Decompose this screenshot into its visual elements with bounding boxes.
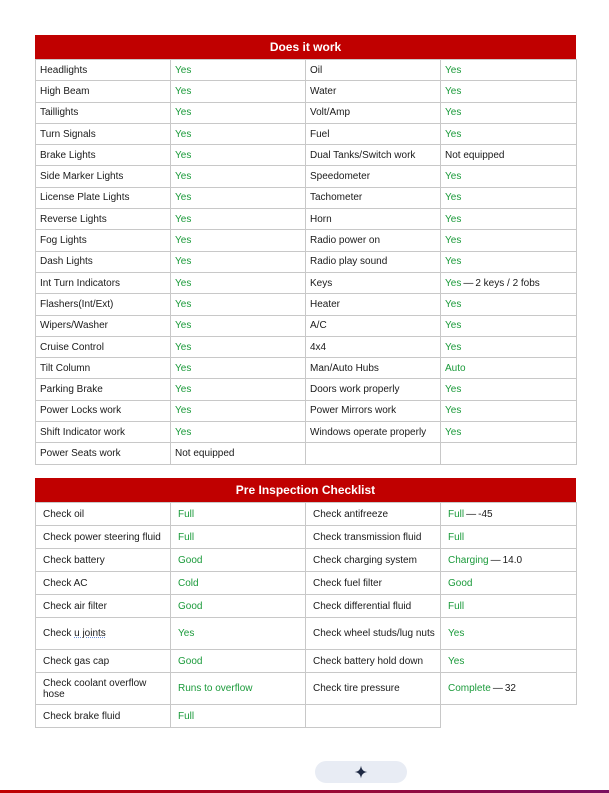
check-result [441,572,577,595]
table-row [36,443,577,464]
item-label: Power Mirrors work [306,400,441,421]
status-value: Not equipped [175,447,235,459]
item-label: Volt/Amp [306,102,441,123]
check-result [171,503,306,526]
item-status [171,123,306,144]
item-label: Oil [306,60,441,81]
status-value: Charging [448,554,489,566]
table-row [36,315,577,336]
sparkle-icon [354,765,368,779]
table-row [36,650,577,673]
item-label: Dual Tanks/Switch work [306,145,441,166]
table-row [36,400,577,421]
check-label: Check fuel filter [306,572,441,595]
status-value: Full [448,600,465,612]
check-result [441,673,577,705]
status-value: Yes [445,426,462,438]
status-value: Yes [448,628,465,639]
status-note: -45 [478,508,493,520]
table-row [36,618,577,650]
status-value: Yes [178,628,195,639]
item-status [171,272,306,293]
status-value: Yes [175,277,192,289]
item-label: Radio power on [306,230,441,251]
check-label: Check battery hold down [306,650,441,673]
check-result [171,618,306,650]
item-label: Doors work properly [306,379,441,400]
status-value: Good [178,655,203,667]
item-label: Keys [306,272,441,293]
item-label: Taillights [36,102,171,123]
check-result [171,705,306,728]
item-label: License Plate Lights [36,187,171,208]
check-label: Check transmission fluid [306,526,441,549]
table-row [36,272,577,293]
status-value: Yes [445,341,462,353]
table-row [36,572,577,595]
status-value: Yes [445,384,462,396]
status-value: Yes [175,235,192,247]
status-value: Not equipped [445,149,505,161]
check-label: Check differential fluid [306,595,441,618]
item-label: Turn Signals [36,123,171,144]
item-status [441,358,577,379]
status-value: Yes [445,64,462,76]
status-value: Full [178,531,195,543]
item-status [171,443,306,464]
check-result [441,526,577,549]
pre-inspection-table [35,502,577,728]
item-status [441,443,577,464]
table-row [36,166,577,187]
item-label [306,443,441,464]
note-separator: — [466,508,477,520]
item-status [441,166,577,187]
does-it-work-header: Does it work [35,35,576,59]
item-label: Brake Lights [36,145,171,166]
check-result [171,549,306,572]
item-label: Fog Lights [36,230,171,251]
item-status [441,251,577,272]
item-status [441,336,577,357]
item-status [441,209,577,230]
status-note: 14.0 [502,554,523,566]
item-label: Windows operate properly [306,422,441,443]
item-label: Water [306,81,441,102]
status-value: Yes [175,298,192,310]
status-value: Complete [448,683,491,694]
table-row [36,673,577,705]
item-status [441,294,577,315]
item-label: Tilt Column [36,358,171,379]
table-row [36,209,577,230]
check-result [171,526,306,549]
table-row [36,251,577,272]
status-value: Runs to overflow [178,683,253,694]
item-label: A/C [306,315,441,336]
item-label: High Beam [36,81,171,102]
note-separator: — [490,554,501,566]
item-status [441,81,577,102]
status-value: Yes [175,107,192,119]
item-status [171,422,306,443]
status-value: Full [178,710,195,722]
item-label: Cruise Control [36,336,171,357]
check-label: Check charging system [306,549,441,572]
status-value: Yes [445,85,462,97]
status-value: Yes [445,171,462,183]
item-status [171,358,306,379]
item-label: Int Turn Indicators [36,272,171,293]
status-value: Yes [445,128,462,140]
status-value: Yes [175,405,192,417]
status-value: Yes [175,64,192,76]
check-result [441,618,577,650]
check-label: Check coolant overflow hose [36,673,171,705]
item-label: 4x4 [306,336,441,357]
check-result [171,572,306,595]
status-value: Yes [445,320,462,332]
check-result [441,650,577,673]
check-label: Check wheel studs/lug nuts [306,618,441,650]
check-result [441,549,577,572]
item-label: Power Locks work [36,400,171,421]
status-value: Full [448,508,465,520]
item-status [441,123,577,144]
table-row [36,145,577,166]
pre-inspection-header: Pre Inspection Checklist [35,478,576,502]
table-row [36,102,577,123]
item-status [171,209,306,230]
status-value: Yes [175,192,192,204]
table-row [36,187,577,208]
table-row [36,595,577,618]
item-status [171,166,306,187]
item-status [441,422,577,443]
status-value: Yes [175,426,192,438]
item-status [171,315,306,336]
status-value: Yes [445,277,462,289]
item-status [171,230,306,251]
status-value: Yes [175,341,192,353]
item-status [171,60,306,81]
status-note: 2 keys / 2 fobs [475,277,540,289]
check-label-text: Check [43,628,75,639]
empty-cell [441,705,577,728]
check-result [171,595,306,618]
status-value: Cold [178,577,199,589]
pre-inspection-section [35,478,576,502]
table-row [36,549,577,572]
item-label: Dash Lights [36,251,171,272]
status-value: Yes [448,655,465,667]
status-value: Yes [175,320,192,332]
status-value: Yes [175,213,192,225]
item-status [171,102,306,123]
check-label: Check battery [36,549,171,572]
does-it-work-table [35,59,577,465]
item-label: Heater [306,294,441,315]
status-value: Yes [175,149,192,161]
item-label: Side Marker Lights [36,166,171,187]
item-status [441,102,577,123]
item-status [441,145,577,166]
check-result [171,673,306,705]
item-status [171,251,306,272]
item-label: Speedometer [306,166,441,187]
item-label: Parking Brake [36,379,171,400]
check-result [171,650,306,673]
sparkle-button[interactable] [315,761,407,783]
status-value: Yes [175,128,192,140]
check-label-underlined: u joints [74,628,106,639]
item-status [441,230,577,251]
item-label: Horn [306,209,441,230]
item-label: Wipers/Washer [36,315,171,336]
table-row [36,336,577,357]
item-status [171,145,306,166]
item-status [441,187,577,208]
check-label: Check tire pressure [306,673,441,705]
status-note: 32 [504,683,516,694]
table-row [36,379,577,400]
status-value: Yes [175,362,192,374]
check-label: Check brake fluid [36,705,171,728]
check-label: Check air filter [36,595,171,618]
check-label: Check gas cap [36,650,171,673]
table-row [36,60,577,81]
item-status [171,400,306,421]
status-value: Auto [445,362,466,374]
note-separator: — [492,683,503,694]
status-value: Yes [445,107,462,119]
item-status [171,187,306,208]
item-status [441,379,577,400]
note-separator: — [463,277,474,289]
check-label: Check AC [36,572,171,595]
does-it-work-section [35,35,576,465]
status-value: Yes [175,171,192,183]
status-value: Yes [445,192,462,204]
item-label: Reverse Lights [36,209,171,230]
item-status [171,336,306,357]
empty-cell [306,705,441,728]
item-label: Radio play sound [306,251,441,272]
item-label: Fuel [306,123,441,144]
check-label: Check power steering fluid [36,526,171,549]
table-row [36,230,577,251]
item-status [441,60,577,81]
item-status [441,400,577,421]
item-label: Shift Indicator work [36,422,171,443]
item-label: Headlights [36,60,171,81]
item-status [171,81,306,102]
table-row [36,526,577,549]
check-label: Check oil [36,503,171,526]
status-value: Good [178,600,203,612]
check-result [441,503,577,526]
table-row [36,81,577,102]
status-value: Yes [445,235,462,247]
item-label: Tachometer [306,187,441,208]
status-value: Yes [445,405,462,417]
status-value: Yes [175,256,192,268]
table-row [36,422,577,443]
status-value: Good [448,577,473,589]
table-row [36,294,577,315]
status-value: Yes [445,298,462,310]
item-status [171,379,306,400]
check-label [36,618,171,650]
status-value: Yes [175,384,192,396]
item-label: Flashers(Int/Ext) [36,294,171,315]
status-value: Full [178,508,195,520]
table-row [36,503,577,526]
table-row [36,123,577,144]
status-value: Yes [175,85,192,97]
check-label: Check antifreeze [306,503,441,526]
check-result [441,595,577,618]
item-label: Man/Auto Hubs [306,358,441,379]
table-row [36,705,577,728]
item-label: Power Seats work [36,443,171,464]
item-status [441,272,577,293]
status-value: Good [178,554,203,566]
status-value: Yes [445,213,462,225]
item-status [171,294,306,315]
item-status [441,315,577,336]
status-value: Yes [445,256,462,268]
status-value: Full [448,531,465,543]
table-row [36,358,577,379]
